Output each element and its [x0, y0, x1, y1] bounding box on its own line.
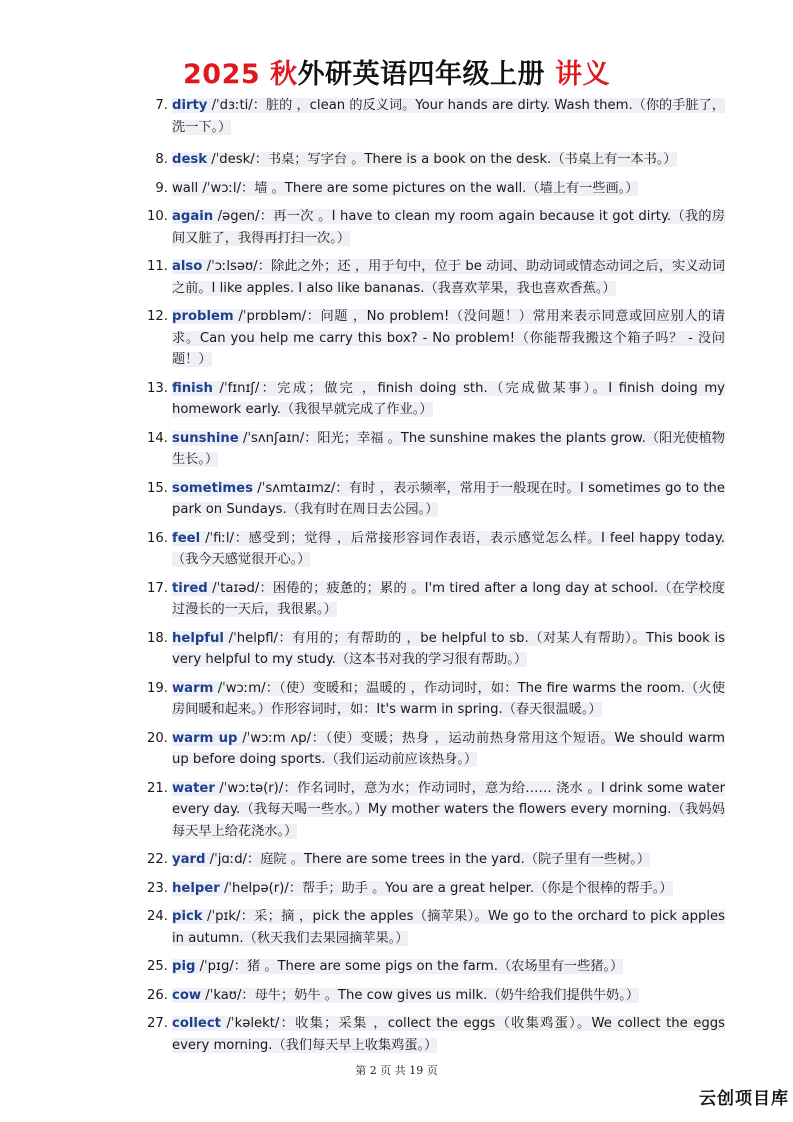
entry-headword: sometimes [172, 480, 253, 496]
entry-number: 12. [147, 309, 168, 324]
entry-body [172, 878, 725, 900]
entry-text [172, 909, 725, 946]
entry-definition: /əgen/：再一次 。I have to clean my room again because it got dirty.（我的房间又脏了，我得再打扫一次。） [172, 209, 725, 246]
entry-number: 23. [147, 880, 168, 896]
vocab-entry [140, 728, 725, 771]
entry-number: 17. [147, 580, 168, 596]
vocab-entry [140, 528, 725, 571]
entry-body [172, 728, 725, 771]
entry-headword: warm up [172, 730, 238, 746]
entry-body [172, 906, 725, 949]
entry-definition: /ˈkəlekt/：收集；采集 ，collect the eggs（收集鸡蛋）。We collect the eggs every morning.（我们每天早上收集鸡蛋。） [172, 1016, 725, 1053]
entry-body [172, 528, 725, 571]
entry-number: 11. [147, 259, 168, 274]
entry-number: 20. [147, 730, 168, 746]
entry-headword: helper [172, 880, 220, 896]
entry-headword: pick [172, 909, 203, 924]
title-handout: 讲义 [554, 59, 610, 90]
entry-body [172, 256, 725, 299]
title-course: 外研英语四年级上册 [297, 59, 546, 90]
entry-definition: /ˈkaʊ/：母牛；奶牛 。The cow gives us milk.（奶牛给我们提供牛奶。） [201, 987, 640, 1003]
entry-number: 18. [147, 630, 168, 646]
entry-body [172, 306, 725, 371]
entry-number: 27. [147, 1016, 168, 1031]
entry-definition: /ˈɔːlsəʊ/：除此之外；还 ，用于句中，位于 be 动词、助动词或情态动词之后，实义动词之前。I like apples. I also like bananas.（我喜欢苹果，我也喜欢香蕉。） [172, 259, 725, 296]
entry-definition: /ˈhelpfl/：有用的；有帮助的 ，be helpful to sb.（对某人有帮助）。This book is very helpful to my study.（这本书对我的学习很有帮助。） [172, 630, 725, 667]
vocab-entry [140, 578, 725, 621]
vocab-entry [140, 428, 725, 471]
entry-body [172, 149, 725, 171]
entry-headword: pig [172, 959, 196, 974]
entry-body [172, 985, 725, 1007]
vocab-entry [140, 206, 725, 249]
vocabulary-list [140, 95, 725, 1056]
vocab-entry [140, 985, 725, 1007]
entry-text [172, 481, 725, 518]
entry-text [172, 531, 725, 568]
entry-headword: wall [172, 180, 199, 196]
entry-number: 10. [147, 209, 168, 224]
entry-headword: feel [172, 530, 201, 546]
entry-number: 14. [147, 430, 168, 446]
entry-text [172, 259, 725, 296]
vocab-entry [140, 1013, 725, 1056]
entry-text [172, 209, 725, 246]
vocab-entry [140, 628, 725, 671]
vocab-entry [140, 906, 725, 949]
entry-body [172, 628, 725, 671]
entry-body [172, 95, 725, 138]
entry-text [172, 681, 725, 718]
entry-definition: /ˈsʌnʃaɪn/：阳光；幸福 。The sunshine makes the plants grow.（阳光使植物生长。） [172, 430, 725, 467]
entry-text [172, 181, 638, 196]
entry-text [172, 309, 725, 367]
entry-definition: /ˈhelpə(r)/：帮手；助手 。You are a great helper.（你是个很棒的帮手。） [219, 880, 673, 896]
entry-text [172, 852, 650, 867]
entry-definition: /ˈsʌmtaɪmz/：有时 ，表示频率，常用于一般现在时。I sometimes go to the park on Sundays.（我有时在周日去公园。） [172, 480, 725, 517]
entry-number: 15. [147, 480, 168, 496]
entry-text [172, 631, 725, 668]
entry-definition: /ˈwɔːl/：墙 。There are some pictures on the wall.（墙上有一些画。） [198, 180, 639, 196]
entry-text [172, 381, 725, 418]
vocab-entry [140, 956, 725, 978]
vocab-entry [140, 849, 725, 871]
entry-body [172, 678, 725, 721]
entry-text [172, 1016, 725, 1053]
entry-text [172, 988, 639, 1003]
entry-headword: helpful [172, 630, 224, 646]
entry-headword: dirty [172, 98, 208, 113]
entry-text [172, 959, 623, 974]
entry-body [172, 849, 725, 871]
entry-body [172, 378, 725, 421]
entry-number: 9. [155, 180, 168, 196]
vocab-entry [140, 378, 725, 421]
entry-body [172, 206, 725, 249]
entry-headword: again [172, 209, 214, 224]
vocab-entry [140, 306, 725, 371]
entry-text [172, 98, 725, 135]
vocab-entry [140, 95, 725, 138]
entry-body [172, 778, 725, 843]
entry-headword: warm [172, 680, 214, 696]
entry-text [172, 431, 725, 468]
entry-definition: /ˈwɔːtə(r)/：作名词时，意为水；作动词时，意为给…… 浇水 。I drink some water every day.（我每天喝一些水。）My mother waters the flowers every morning.（我妈妈每天早上给花浇水。） [172, 780, 725, 839]
entry-definition: /ˈfɪnɪʃ/：完成；做完 ，finish doing sth.（完成做某事）。I finish doing my homework early.（我很早就完成了作业。） [172, 380, 725, 417]
entry-headword: collect [172, 1016, 221, 1031]
entry-body [172, 478, 725, 521]
entry-headword: desk [172, 152, 208, 167]
entry-number: 26. [147, 987, 168, 1003]
vocab-entry [140, 178, 725, 200]
page-number: 第 2 页 共 19 页 [355, 1064, 438, 1077]
entry-text [172, 581, 725, 618]
entry-definition: /ˈpɪk/：采；摘 ，pick the apples（摘苹果）。We go to the orchard to pick apples in autumn.（秋天我们去果园摘苹果。） [172, 909, 725, 946]
vocab-entry [140, 478, 725, 521]
entry-definition: /ˈdesk/：书桌；写字台 。There is a book on the desk.（书桌上有一本书。） [207, 152, 677, 167]
vocab-entry [140, 778, 725, 843]
entry-body [172, 428, 725, 471]
entry-definition: /ˈdɜːti/：脏的 ，clean 的反义词。Your hands are dirty. Wash them.（你的手脏了，洗一下。） [172, 98, 725, 135]
vocab-entry [140, 256, 725, 299]
entry-headword: also [172, 259, 203, 274]
entry-definition: /ˈwɔːm ʌp/：（使）变暖；热身 ，运动前热身常用这个短语。We should warm up before doing sports.（我们运动前应该热身。） [172, 730, 726, 767]
entry-body [172, 578, 725, 621]
entry-headword: tired [172, 580, 208, 596]
entry-text [172, 152, 677, 167]
entry-headword: sunshine [172, 430, 239, 446]
entry-text [172, 881, 673, 896]
entry-body [172, 178, 725, 200]
entry-text [172, 781, 725, 839]
entry-number: 22. [147, 852, 168, 867]
entry-body [172, 1013, 725, 1056]
entry-definition: /ˈpɪg/：猪 。There are some pigs on the farm.（农场里有一些猪。） [195, 959, 624, 974]
entry-number: 7. [155, 98, 168, 113]
entry-definition: /ˈtaɪəd/：困倦的；疲惫的；累的 。I'm tired after a long day at school.（在学校度过漫长的一天后，我很累。） [172, 580, 725, 617]
entry-headword: yard [172, 852, 206, 867]
entry-definition: /ˈwɔːm/：（使）变暖和；温暖的 ，作动词时，如：The fire warms the room.（火使房间暖和起来。）作形容词时，如：It's warm in spring.（春天很温暖。） [172, 680, 725, 717]
entry-number: 24. [147, 909, 168, 924]
vocab-entry [140, 878, 725, 900]
entry-headword: cow [172, 987, 202, 1003]
entry-body [172, 956, 725, 978]
entry-text [172, 731, 725, 768]
title-year-season: 2025 秋 [183, 59, 298, 90]
entry-definition: /ˈfiːl/：感受到；觉得 ，后常接形容词作表语，表示感觉怎么样。I feel happy today.（我今天感觉很开心。） [172, 530, 725, 567]
entry-number: 8. [155, 152, 168, 167]
page-title [0, 52, 793, 91]
entry-headword: water [172, 780, 215, 796]
entry-definition: /ˈprɒbləm/：问题 ，No problem!（没问题！）常用来表示同意或回应别人的请求。Can you help me carry this box? - No problem!（你能帮我搬这个箱子吗？ - 没问题！） [172, 309, 725, 367]
entry-number: 25. [147, 959, 168, 974]
entry-definition: /ˈjɑːd/：庭院 。There are some trees in the yard.（院子里有一些树。） [205, 852, 651, 867]
entry-headword: finish [172, 380, 213, 396]
entry-number: 13. [147, 380, 168, 396]
entry-headword: problem [172, 309, 234, 324]
entry-number: 19. [147, 680, 168, 696]
brand-watermark: 云创项目库 [699, 1089, 789, 1109]
entry-number: 21. [147, 780, 168, 796]
vocab-entry [140, 678, 725, 721]
entry-number: 16. [147, 530, 168, 546]
vocab-entry [140, 149, 725, 171]
